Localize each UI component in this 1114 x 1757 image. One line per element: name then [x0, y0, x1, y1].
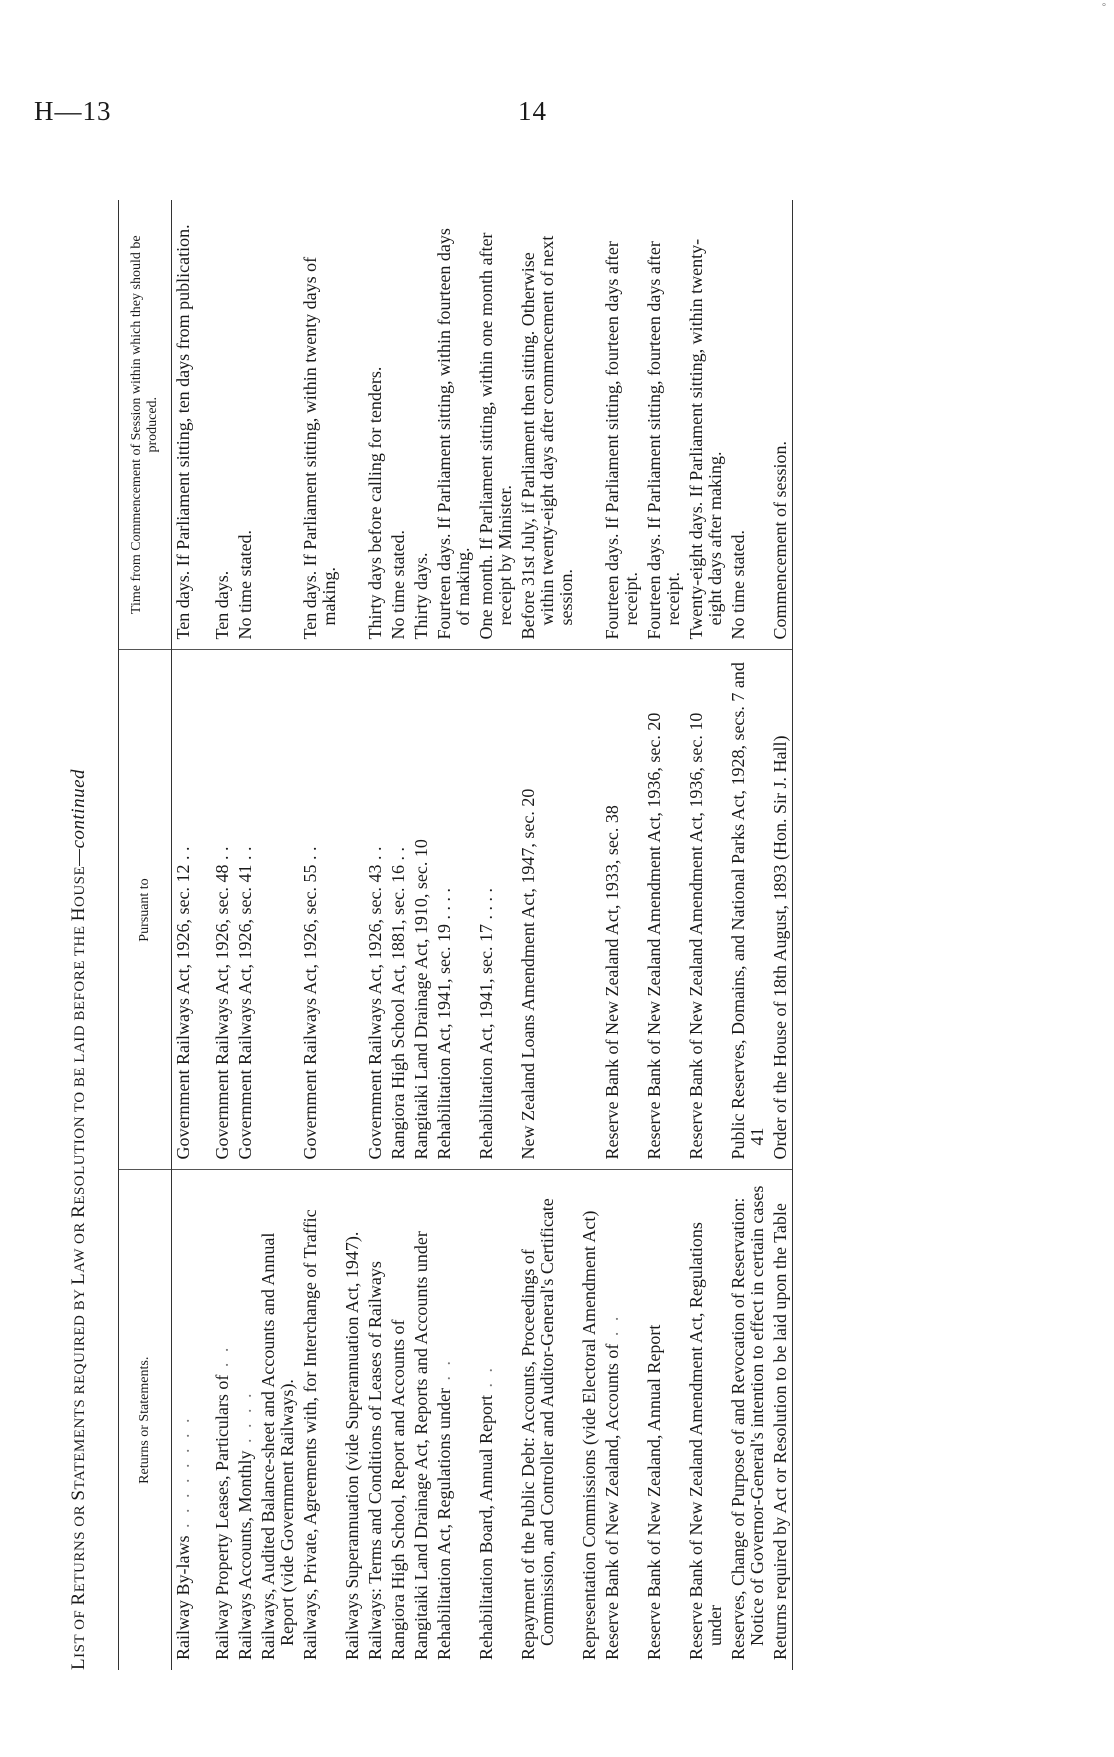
cell-pursuant: New Zealand Loans Amendment Act, 1947, sec. 20 — [517, 650, 578, 1170]
cell-time: Fourteen days. If Parliament sitting, fourteen days after receipt. — [643, 200, 685, 650]
cell-pursuant: Government Railways Act, 1926, sec. 55 . . — [299, 650, 341, 1170]
table-row — [685, 200, 727, 1670]
table-row — [578, 200, 601, 1670]
returns-text: Railways, Private, Agreements with, for Interchange of Traffic — [300, 1209, 320, 1660]
cell-returns — [195, 1170, 234, 1670]
cell-time: One month. If Parliament sitting, within one month after receipt by Minister. — [475, 200, 517, 650]
cell-pursuant — [257, 650, 299, 1170]
cell-time: No time stated. — [387, 200, 410, 650]
returns-text: Reserve Bank of New Zealand Amendment Act, Regulations under — [686, 1222, 725, 1660]
cell-pursuant: Reserve Bank of New Zealand Amendment Act, 1936, sec. 10 — [685, 650, 727, 1170]
leader-dots: . . . . . . . . — [173, 1415, 193, 1536]
cell-time: Fourteen days. If Parliament sitting, fourteen days after receipt. — [601, 200, 643, 650]
title-part: OUSE — [72, 865, 88, 907]
returns-table — [118, 200, 793, 1670]
table-row — [257, 200, 299, 1670]
cell-pursuant: Rehabilitation Act, 1941, sec. 19 . . . . — [433, 650, 475, 1170]
table-row — [433, 200, 475, 1670]
table-row — [410, 200, 433, 1670]
table-row — [643, 200, 685, 1670]
rotated-table-page — [68, 200, 1078, 1670]
title-part: IST OF — [72, 1605, 88, 1658]
cell-time: Before 31st July, if Parliament then sitting. Otherwise within twenty-eight days after commencement of next session. — [517, 200, 578, 650]
cell-returns — [578, 1170, 601, 1670]
document-code: H—13 — [34, 96, 112, 126]
table-row — [234, 200, 257, 1670]
table-row — [727, 200, 769, 1670]
cell-returns — [643, 1170, 685, 1670]
margin-mark: ° — [1102, 2, 1106, 13]
cell-returns — [172, 1170, 196, 1670]
cell-pursuant: Rehabilitation Act, 1941, sec. 17 . . . . — [475, 650, 517, 1170]
title-part: R — [68, 1204, 89, 1218]
leader-dots: . . — [476, 1365, 496, 1396]
cell-returns — [727, 1170, 769, 1670]
cell-time: Ten days. If Parliament sitting, ten days from publication. — [172, 200, 196, 650]
table-row — [601, 200, 643, 1670]
page-number: 14 — [518, 96, 547, 126]
cell-returns — [410, 1170, 433, 1670]
title-part: L — [68, 1657, 89, 1670]
cell-time — [257, 200, 299, 650]
returns-text: Returns required by Act or Resolution to be laid upon the Table — [770, 1203, 790, 1660]
col-header-returns: Returns or Statements. — [119, 1170, 172, 1670]
returns-text: Rangiora High School, Report and Accounts of — [388, 1319, 408, 1660]
cell-returns — [433, 1170, 475, 1670]
table-row — [195, 200, 234, 1670]
table-body — [172, 200, 793, 1670]
returns-text: Rangitaiki Land Drainage Act, Reports and Accounts under — [411, 1231, 431, 1660]
cell-time: Commencement of session. — [769, 200, 793, 650]
cell-pursuant — [341, 650, 364, 1170]
cell-pursuant: Order of the House of 18th August, 1893 (Hon. Sir J. Hall) — [769, 650, 793, 1170]
cell-returns — [234, 1170, 257, 1670]
cell-returns — [341, 1170, 364, 1670]
cell-time: No time stated. — [234, 200, 257, 650]
header-row — [119, 200, 172, 1670]
returns-text: Rehabilitation Act, Regulations under — [434, 1388, 454, 1660]
table-row — [517, 200, 578, 1670]
returns-text: Railway Property Leases, Particulars of — [212, 1374, 232, 1660]
table-row — [475, 200, 517, 1670]
title-part: H — [68, 906, 89, 922]
leader-dots: . . . . — [235, 1390, 255, 1451]
cell-returns — [299, 1170, 341, 1670]
table-row — [769, 200, 793, 1670]
col-header-pursuant: Pursuant to — [119, 650, 172, 1170]
leader-dots: . . — [212, 1344, 232, 1375]
cell-pursuant: Government Railways Act, 1926, sec. 41 . . — [234, 650, 257, 1170]
cell-returns — [685, 1170, 727, 1670]
col-header-time: Time from Commencement of Session within which they should be produced. — [119, 200, 172, 650]
cell-time — [578, 200, 601, 650]
returns-text: Railways, Audited Balance-sheet and Accounts and Annual Report (vide Government Railways). — [258, 1232, 297, 1660]
cell-pursuant: Reserve Bank of New Zealand Amendment Act, 1936, sec. 20 — [643, 650, 685, 1170]
returns-text: Rehabilitation Board, Annual Report — [476, 1395, 496, 1660]
title-part: AW OR — [72, 1217, 88, 1273]
title-part: L — [68, 1272, 89, 1285]
cell-time — [341, 200, 364, 650]
leader-dots: . . — [602, 1313, 622, 1344]
cell-returns — [387, 1170, 410, 1670]
cell-pursuant: Rangitaiki Land Drainage Act, 1910, sec. 10 — [410, 650, 433, 1170]
cell-pursuant: Reserve Bank of New Zealand Act, 1933, sec. 38 — [601, 650, 643, 1170]
cell-time: Thirty days. — [410, 200, 433, 650]
cell-returns — [769, 1170, 793, 1670]
title-continued: —continued — [68, 768, 89, 866]
cell-time: Twenty-eight days. If Parliament sitting, within twenty-eight days after making. — [685, 200, 727, 650]
returns-text: Reserves, Change of Purpose of and Revocation of Reservation: Notice of Governor-General's intention to effect in certain cases — [728, 1185, 767, 1660]
cell-time: Fourteen days. If Parliament sitting, within fourteen days of making. — [433, 200, 475, 650]
table-row — [299, 200, 341, 1670]
returns-text: Representation Commissions (vide Electoral Amendment Act) — [579, 1210, 599, 1660]
returns-text: Railways Superannuation (vide Superannuation Act, 1947). — [342, 1231, 362, 1660]
cell-pursuant: Government Railways Act, 1926, sec. 12 . . — [172, 650, 196, 1170]
returns-text: Railways Accounts, Monthly — [235, 1450, 255, 1660]
returns-text: Railway By-laws — [173, 1535, 193, 1660]
cell-pursuant: Public Reserves, Domains, and National Parks Act, 1928, secs. 7 and 41 — [727, 650, 769, 1170]
cell-pursuant — [578, 650, 601, 1170]
title-part: ETURNS OR — [72, 1500, 88, 1593]
returns-text: Reserve Bank of New Zealand, Accounts of — [602, 1343, 622, 1660]
title-part: ESOLUTION TO BE LAID BEFORE THE — [72, 921, 88, 1205]
cell-returns — [517, 1170, 578, 1670]
returns-text: Railways: Terms and Conditions of Leases of Railways — [365, 1261, 385, 1660]
leader-dots: . . — [434, 1358, 454, 1389]
title-part: R — [68, 1592, 89, 1606]
table-row — [172, 200, 196, 1670]
cell-returns — [364, 1170, 387, 1670]
returns-text: Reserve Bank of New Zealand, Annual Report — [644, 1324, 664, 1660]
title-part: TATEMENTS REQUIRED BY — [72, 1284, 88, 1490]
cell-pursuant: Government Railways Act, 1926, sec. 48 . . — [195, 650, 234, 1170]
cell-returns — [257, 1170, 299, 1670]
table-row — [341, 200, 364, 1670]
cell-time: Ten days. If Parliament sitting, within twenty days of making. — [299, 200, 341, 650]
table-row — [364, 200, 387, 1670]
table-title — [68, 200, 108, 1670]
cell-pursuant: Rangiora High School Act, 1881, sec. 16 . . — [387, 650, 410, 1170]
cell-time: No time stated. — [727, 200, 769, 650]
cell-time: Thirty days before calling for tenders. — [364, 200, 387, 650]
cell-time: Ten days. — [195, 200, 234, 650]
returns-text: Repayment of the Public Debt: Accounts, Proceedings of Commission, and Controller and Auditor-General's Certificate — [518, 1198, 557, 1660]
cell-returns — [601, 1170, 643, 1670]
cell-pursuant: Government Railways Act, 1926, sec. 43 . . — [364, 650, 387, 1170]
table-row — [387, 200, 410, 1670]
cell-returns — [475, 1170, 517, 1670]
title-part: S — [68, 1489, 89, 1501]
